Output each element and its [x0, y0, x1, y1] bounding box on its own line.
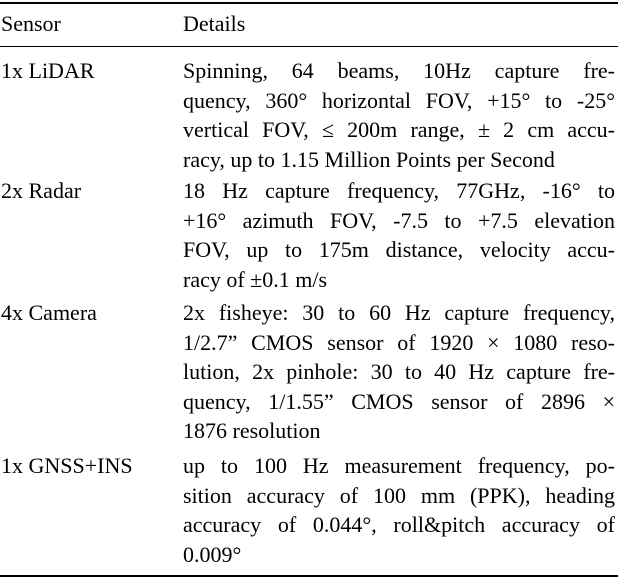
sensor-details: [183, 298, 615, 446]
table-bottom-rule: [0, 575, 618, 577]
details-line: 1876 resolution: [183, 418, 321, 443]
header-details: Details: [183, 11, 246, 36]
table-header-rule: [0, 46, 618, 47]
details-line: 18 Hz capture frequency, 77GHz, -16° to: [183, 178, 615, 203]
details-line: 2x fisheye: 30 to 60 Hz capture frequency,: [183, 300, 615, 325]
details-line: sition accuracy of 100 mm (PPK), heading: [183, 482, 615, 508]
details-line: +16° azimuth FOV, -7.5 to +7.5 elevation: [183, 207, 615, 233]
details-line: 0.009°: [183, 541, 242, 567]
details-line: Spinning, 64 beams, 10Hz capture fre-: [183, 58, 615, 83]
sensor-details: [183, 56, 615, 174]
details-line: vertical FOV, ≤ 200m range, ± 2 cm accu-: [183, 117, 615, 142]
sensor-name: 1x GNSS+INS: [1, 453, 133, 478]
details-line: 1/2.7” CMOS sensor of 1920 × 1080 reso-: [183, 329, 615, 355]
details-line: quency, 360° horizontal FOV, +15° to -25°: [183, 87, 615, 113]
table-top-rule: [0, 2, 618, 4]
sensor-details: [183, 176, 615, 294]
details-line: accuracy of 0.044°, roll&pitch accuracy of: [183, 512, 615, 537]
header-sensor: Sensor: [1, 11, 61, 36]
details-line: up to 100 Hz measurement frequency, po-: [183, 453, 615, 478]
details-line: quency, 1/1.55” CMOS sensor of 2896 ×: [183, 388, 615, 414]
sensor-name: 4x Camera: [1, 300, 97, 325]
sensor-name: 2x Radar: [1, 178, 82, 203]
sensor-details: [183, 451, 615, 569]
details-line: lution, 2x pinhole: 30 to 40 Hz capture fre-: [183, 359, 615, 384]
details-line: racy, up to 1.15 Million Points per Second: [183, 146, 555, 172]
details-line: racy of ±0.1 m/s: [183, 266, 328, 292]
sensor-name: 1x LiDAR: [1, 58, 95, 83]
details-line: FOV, up to 175m distance, velocity accu-: [183, 237, 615, 262]
